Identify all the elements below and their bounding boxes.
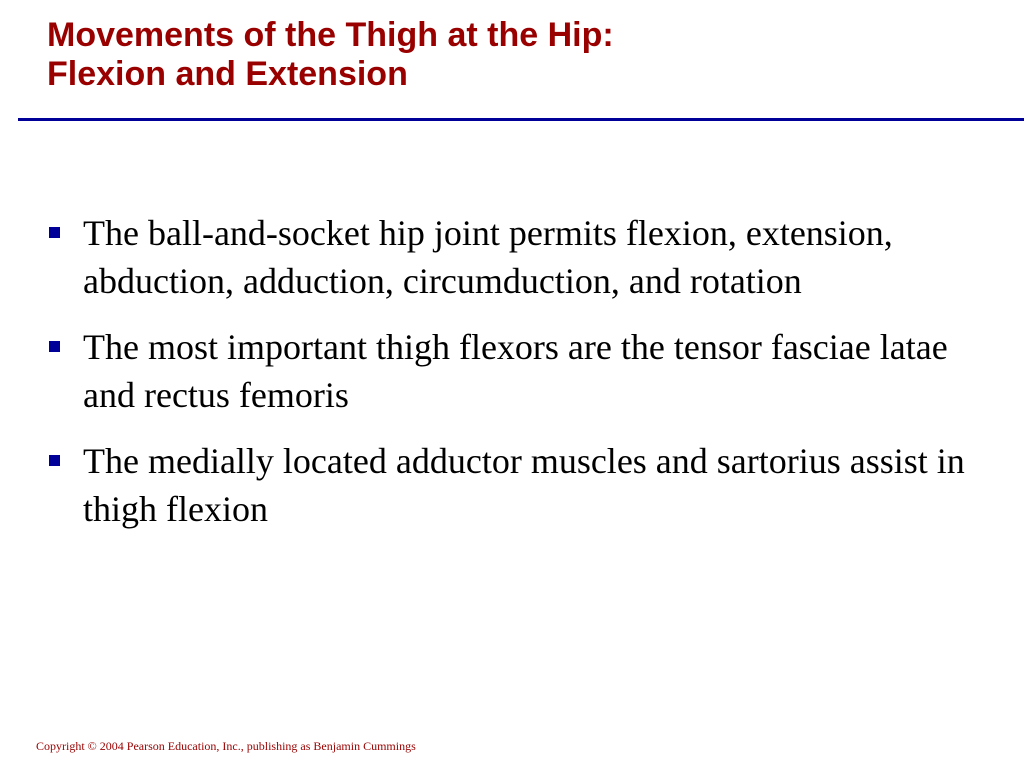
title-underline-rule	[18, 118, 1024, 121]
slide-title	[47, 16, 987, 94]
bullet-text: The ball-and-socket hip joint permits flexion, extension, abduction, adduction, circumduction, and rotation	[83, 213, 893, 301]
bullet-item	[47, 438, 997, 533]
bullet-text: The most important thigh flexors are the tensor fasciae latae and rectus femoris	[83, 327, 948, 415]
square-bullet-icon	[49, 455, 60, 466]
bullet-item	[47, 324, 997, 419]
square-bullet-icon	[49, 227, 60, 238]
title-line-2: Flexion and Extension	[47, 55, 408, 93]
bullet-text: The medially located adductor muscles and sartorius assist in thigh flexion	[83, 441, 965, 529]
title-line-1: Movements of the Thigh at the Hip:	[47, 16, 614, 54]
square-bullet-icon	[49, 341, 60, 352]
bullet-list	[47, 210, 997, 552]
bullet-item	[47, 210, 997, 305]
copyright-footer: Copyright © 2004 Pearson Education, Inc., publishing as Benjamin Cummings	[36, 739, 416, 753]
